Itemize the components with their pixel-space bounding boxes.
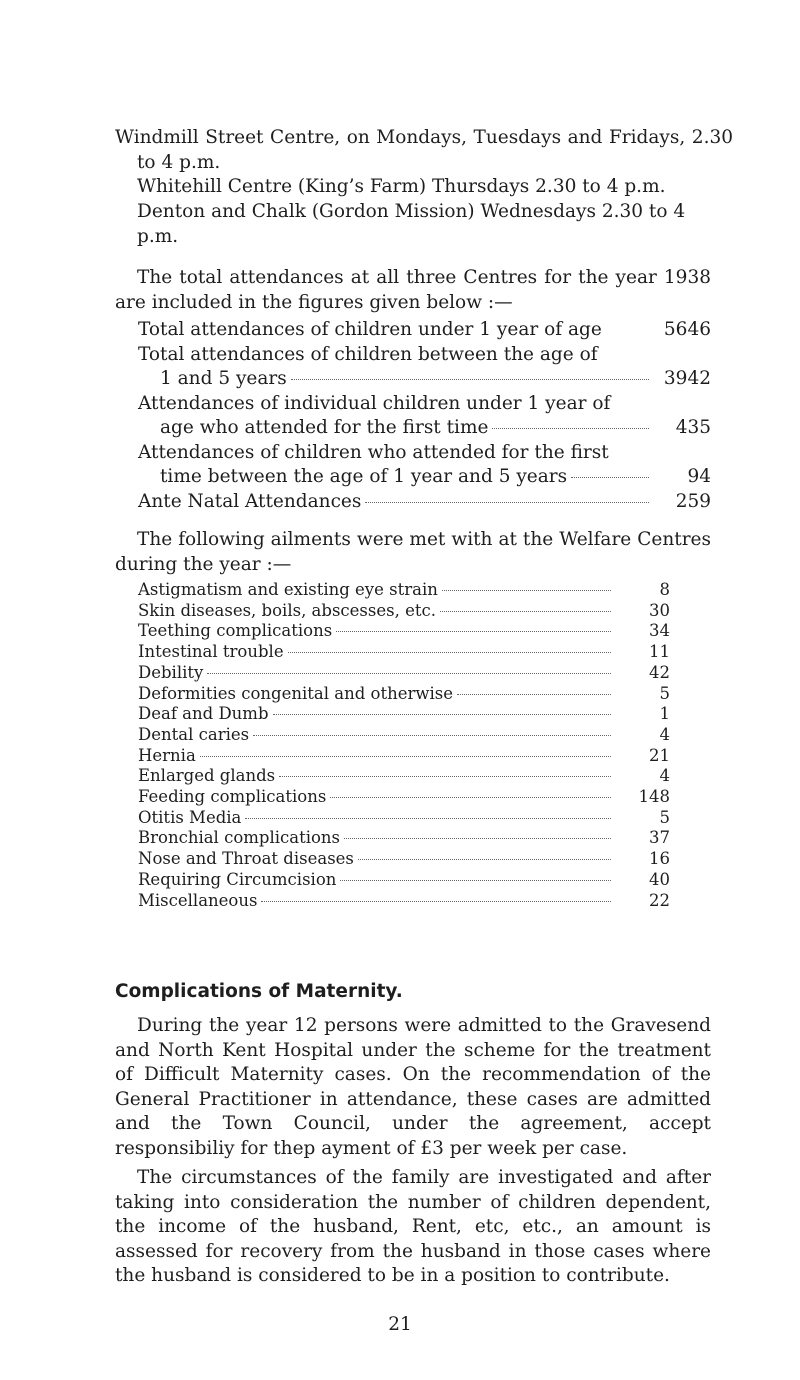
schedule-line-windmill: Windmill Street Centre, on Mondays, Tuesdays and Fridays, 2.30 to 4 p.m. [115, 127, 733, 173]
attendance-label: time between the age of 1 year and 5 years [160, 466, 568, 487]
page-number: 21 [388, 1314, 412, 1335]
attendance-label: Ante Natal Attendances [138, 490, 362, 512]
list-item [138, 870, 670, 891]
attendance-row [138, 392, 711, 417]
ailment-label: Bronchial complications [138, 828, 341, 848]
ailment-label: Miscellaneous [138, 890, 258, 910]
list-item [138, 828, 670, 849]
list-item [138, 891, 670, 912]
ailment-label: Teething complications [138, 621, 333, 641]
attendance-value: 5646 [663, 319, 711, 340]
ailment-count: 30 [649, 600, 670, 620]
list-item [138, 808, 670, 829]
ailment-count: 21 [649, 745, 670, 765]
ailment-count: 8 [659, 580, 670, 599]
ailment-label: Hernia [138, 745, 196, 765]
ailment-label: Requiring Circumcision [138, 869, 337, 889]
ailment-count: 4 [659, 724, 670, 744]
attendance-value: 435 [675, 417, 711, 438]
attendance-label: Total attendances of children between the age of [138, 343, 598, 365]
ailment-label: Deformities congenital and otherwise [138, 683, 453, 703]
ailment-count: 22 [649, 890, 670, 910]
schedule-line-whitehill: Whitehill Centre (King’s Farm) Thursdays 2.30 to 4 p.m. [137, 176, 666, 197]
ailment-count: 148 [638, 787, 670, 807]
ailment-count: 5 [659, 807, 670, 827]
attendance-label: Attendances of individual children under 1 year of [138, 392, 611, 414]
list-item [138, 849, 670, 870]
ailment-label: Astigmatism and existing eye strain [138, 580, 438, 599]
attendance-value: 3942 [663, 368, 711, 389]
list-item [138, 704, 670, 725]
ailment-count: 11 [649, 642, 670, 662]
list-item [138, 601, 670, 622]
list-item [138, 663, 670, 684]
ailments-intro: The following ailments were met with at the Welfare Centres during the year :— [115, 529, 711, 575]
ailment-label: Otitis Media [138, 807, 242, 827]
attendance-label: 1 and 5 years [160, 368, 287, 389]
ailment-count: 34 [649, 621, 670, 641]
ailment-count: 5 [659, 683, 670, 703]
attendance-row [138, 318, 711, 343]
ailment-label: Dental caries [138, 724, 250, 744]
section-heading-maternity: Complications of Maternity. [115, 981, 403, 1002]
attendance-row [138, 441, 711, 466]
ailment-count: 16 [649, 849, 670, 869]
ailment-label: Deaf and Dumb [138, 704, 269, 724]
list-item [138, 746, 670, 767]
attendance-row [138, 343, 711, 368]
ailment-count: 37 [649, 828, 670, 848]
attendance-row [138, 416, 711, 441]
ailment-label: Enlarged glands [138, 766, 276, 786]
list-item [138, 725, 670, 746]
ailment-label: Skin diseases, boils, abscesses, etc. [138, 600, 436, 620]
attendance-table [138, 318, 711, 514]
maternity-paragraph-2: The circumstances of the family are investigated and after taking into consideration the number of children dependent, the income of the husband, Rent, etc, etc., an amount is assessed for recovery from the husband in those cases where the husband is considered to be in a position to contribute. [115, 1167, 711, 1286]
list-item [138, 580, 670, 601]
list-item [138, 621, 670, 642]
ailment-count: 1 [659, 704, 670, 724]
ailment-label: Intestinal trouble [138, 642, 284, 662]
ailment-label: Nose and Throat diseases [138, 849, 354, 869]
attendance-row [138, 490, 711, 515]
attendance-row [138, 465, 711, 490]
attendance-value: 259 [675, 490, 711, 512]
attendance-label: Attendances of children who attended for the first [138, 441, 609, 463]
ailment-count: 40 [649, 869, 670, 889]
list-item [138, 787, 670, 808]
list-item [138, 684, 670, 705]
maternity-paragraph-1: During the year 12 persons were admitted to the Gravesend and North Kent Hospital under the scheme for the treatment of Difficult Maternity cases. On the recommendation of the General Practitioner in attendance, these cases are admitted and the Town Council, under the agreement, accept responsibiliy for thep ayment of £3 per week per case. [115, 1015, 711, 1159]
ailment-count: 4 [659, 766, 670, 786]
ailment-label: Debility [138, 662, 204, 682]
ailment-label: Feeding complications [138, 787, 327, 807]
attendance-label: age who attended for the first time [160, 417, 489, 438]
attendance-intro: The total attendances at all three Centres for the year 1938 are included in the figures given below :— [115, 267, 711, 313]
schedule-line-denton: Denton and Chalk (Gordon Mission) Wednesdays 2.30 to 4 p.m. [137, 201, 686, 247]
attendance-label: Total attendances of children under 1 year of age [138, 319, 602, 340]
attendance-row [138, 367, 711, 392]
ailment-count: 42 [649, 662, 670, 682]
list-item [138, 766, 670, 787]
attendance-value: 94 [687, 466, 711, 487]
ailments-list [138, 580, 670, 911]
list-item [138, 642, 670, 663]
